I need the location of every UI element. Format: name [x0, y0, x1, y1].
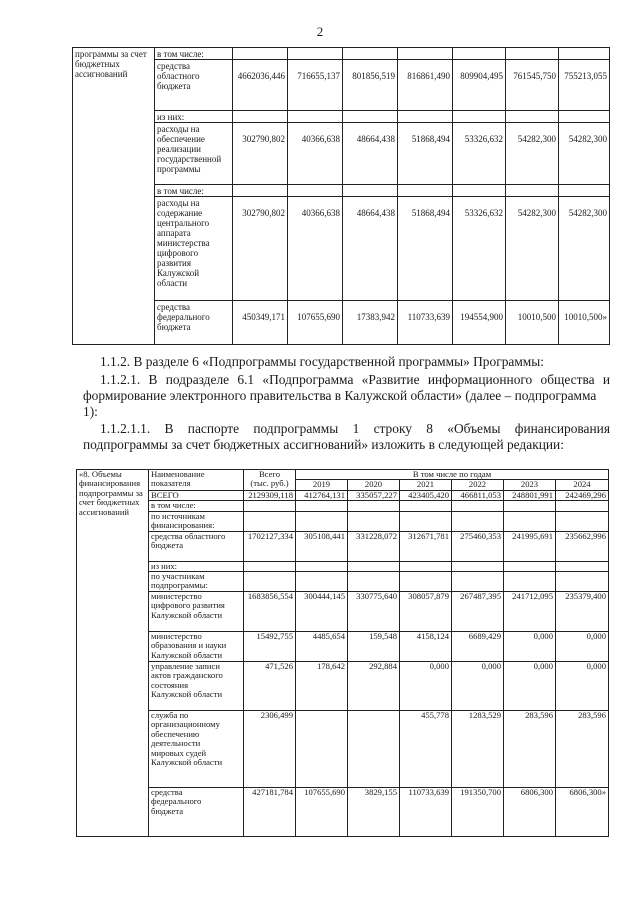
t1-value-cell: 194554,900 [453, 301, 506, 345]
t2-value-cell: 2129309,118 [244, 490, 296, 500]
t2-value-cell [244, 511, 296, 531]
t1-value-cell: 53326,632 [453, 197, 506, 301]
t2-row-label-text: министерство [151, 631, 202, 642]
t2-value-cell [556, 511, 609, 531]
t1-section-label [73, 48, 155, 345]
t2-value-cell: 235379,400 [556, 592, 609, 632]
t2-section-label-text: финансирования [79, 478, 141, 489]
t1-row-label-text: федерального [157, 312, 210, 322]
t2-row-label [149, 572, 244, 592]
t2-value-cell [556, 561, 609, 571]
t2-value-cell [244, 572, 296, 592]
t2-row-label-text: управление записи [151, 661, 220, 672]
t1-row-label [155, 185, 233, 197]
t2-row-label-text: по участникам [151, 571, 205, 582]
t1-value-cell [233, 111, 288, 123]
t1-value-cell [506, 185, 559, 197]
t1-value-cell: 302790,802 [233, 197, 288, 301]
t1-row-label-text: в том числе: [157, 49, 204, 59]
t2-value-cell [452, 501, 504, 511]
t2-value-cell: 248801,991 [504, 490, 556, 500]
t2-year-header: 2022 [452, 480, 504, 490]
t1-row-label-text: государственной [157, 154, 222, 164]
t2-row-label-text: бюджета [151, 805, 184, 816]
t2-row-label-text: бюджета [151, 540, 184, 551]
table-row [77, 711, 609, 788]
t2-header-total [244, 470, 296, 491]
t2-value-cell: 466811,053 [452, 490, 504, 500]
t2-value-cell: 300444,145 [296, 592, 348, 632]
t2-value-cell [400, 572, 452, 592]
t2-row-label-text: цифрового развития [151, 600, 225, 611]
t2-value-cell [504, 572, 556, 592]
t1-row-label-text: аппарата [157, 228, 191, 238]
t2-value-cell: 330775,640 [348, 592, 400, 632]
t2-row-label-text: Калужской области [151, 689, 223, 700]
t2-row-label [149, 711, 244, 788]
page-number: 2 [316, 24, 324, 39]
t1-value-cell [343, 185, 398, 197]
t2-value-cell: 1683856,554 [244, 592, 296, 632]
t2-row-label-text: из них: [151, 561, 178, 571]
t1-value-cell: 51868,494 [398, 197, 453, 301]
t1-row-label-text: средства [157, 61, 191, 71]
t1-section-label-text: ассигнований [75, 69, 128, 79]
t1-value-cell [559, 48, 610, 60]
t1-value-cell: 51868,494 [398, 123, 453, 185]
t2-row-label [149, 511, 244, 531]
t2-row-label-text: средства областного [151, 531, 226, 541]
t2-value-cell: 283,596 [556, 711, 609, 788]
table-row [77, 592, 609, 632]
t2-year-header: 2021 [400, 480, 452, 490]
t1-value-cell: 17383,942 [343, 301, 398, 345]
t2-section-label-text: ассигнований [79, 506, 130, 517]
t1-row-label-text: бюджета [157, 81, 191, 91]
t2-value-cell [504, 511, 556, 531]
t2-section-label-text: подпрограммы за [79, 487, 143, 498]
t1-value-cell: 54282,300 [506, 123, 559, 185]
t2-value-cell [348, 561, 400, 571]
t2-row-label-text: Калужской области [151, 609, 223, 620]
t2-row-label-text: деятельности [151, 738, 201, 749]
t2-value-cell: 110733,639 [400, 788, 452, 837]
t2-value-cell: 335057,227 [348, 490, 400, 500]
t1-value-cell [288, 48, 343, 60]
t2-value-cell: 1283,529 [452, 711, 504, 788]
t1-value-cell [453, 185, 506, 197]
t2-row-label-text: подпрограммы: [151, 580, 208, 591]
paragraph-1-1-2-1-cont: формирование электронного правительства в Калужской области» (далее – подпрограмма 1): [83, 388, 597, 419]
t2-row-label-text: организационному [151, 719, 220, 730]
table-row [77, 632, 609, 662]
t2-value-cell: 241995,691 [504, 531, 556, 561]
table-row [77, 531, 609, 561]
t2-value-cell [400, 501, 452, 511]
t1-row-label [155, 123, 233, 185]
t1-section-label-text: бюджетных [75, 59, 120, 69]
t1-value-cell [453, 111, 506, 123]
t2-value-cell: 4158,124 [400, 632, 452, 662]
table-row [77, 511, 609, 531]
t1-value-cell: 48664,438 [343, 123, 398, 185]
t1-row-label [155, 301, 233, 345]
t2-row-label [149, 632, 244, 662]
t2-value-cell: 423405,420 [400, 490, 452, 500]
t2-row-label [149, 531, 244, 561]
t1-row-label-text: расходы на [157, 198, 200, 208]
t2-row-label-text: мировых судей [151, 747, 207, 758]
t1-value-cell: 4662036,446 [233, 60, 288, 111]
t1-value-cell: 40366,638 [288, 197, 343, 301]
t2-row-label [149, 561, 244, 571]
table-row [77, 561, 609, 571]
t1-value-cell [398, 111, 453, 123]
t1-row-label-text: содержание [157, 208, 203, 218]
t2-row-label-text: ВСЕГО [151, 490, 179, 500]
t1-row-label-text: областного [157, 71, 200, 81]
t2-value-cell: 308057,879 [400, 592, 452, 632]
t2-row-label [149, 592, 244, 632]
t1-value-cell: 40366,638 [288, 123, 343, 185]
t1-value-cell: 48664,438 [343, 197, 398, 301]
t2-value-cell: 275460,353 [452, 531, 504, 561]
t2-value-cell: 427181,784 [244, 788, 296, 837]
t2-row-label-text: министерство [151, 591, 202, 602]
t1-value-cell [506, 111, 559, 123]
t1-section-label-text: программы за счет [75, 49, 147, 59]
t1-value-cell [559, 111, 610, 123]
t2-value-cell [556, 572, 609, 592]
t2-value-cell [348, 711, 400, 788]
t1-value-cell: 110733,639 [398, 301, 453, 345]
t1-row-label-text: расходы на [157, 124, 200, 134]
t1-row-label-text: в том числе: [157, 186, 204, 196]
t1-row-label-text: цифрового [157, 248, 199, 258]
t1-value-cell: 816861,490 [398, 60, 453, 111]
t2-value-cell: 241712,095 [504, 592, 556, 632]
t1-row-label [155, 60, 233, 111]
t2-row-label-text: в том числе: [151, 500, 196, 511]
t2-value-cell: 305108,441 [296, 531, 348, 561]
t2-value-cell: 267487,395 [452, 592, 504, 632]
t2-value-cell [504, 501, 556, 511]
t1-value-cell: 54282,300 [559, 197, 610, 301]
t1-value-cell: 10010,500 [506, 301, 559, 345]
t2-value-cell [348, 501, 400, 511]
t1-value-cell [506, 48, 559, 60]
table-row [77, 662, 609, 711]
table-new-financing [76, 469, 609, 837]
t2-value-cell: 6689,429 [452, 632, 504, 662]
t1-value-cell [288, 185, 343, 197]
t2-section-label-text: счет бюджетных [79, 497, 140, 508]
t2-value-cell [296, 572, 348, 592]
t2-header-by-years: В том числе по годам [296, 470, 609, 480]
t2-value-cell [348, 572, 400, 592]
t1-value-cell [288, 111, 343, 123]
t2-value-cell: 15492,755 [244, 632, 296, 662]
t2-value-cell: 0,000 [504, 632, 556, 662]
t2-value-cell [452, 511, 504, 531]
t2-row-label [149, 490, 244, 500]
t1-row-label-text: министерства [157, 238, 210, 248]
t2-value-cell [348, 511, 400, 531]
t1-value-cell: 761545,750 [506, 60, 559, 111]
t2-row-label-text: состояния [151, 679, 189, 690]
t2-row-label-text: актов гражданского [151, 670, 223, 681]
t1-value-cell [453, 48, 506, 60]
paragraph-1-1-2-1-1-cont: подпрограммы за счет бюджетных ассигнований» изложить в следующей редакции: [83, 437, 564, 452]
table-row [77, 490, 609, 500]
t2-value-cell: 6806,300» [556, 788, 609, 837]
t1-value-cell: 450349,171 [233, 301, 288, 345]
t2-value-cell: 471,526 [244, 662, 296, 711]
table-continued-financing [72, 47, 610, 345]
t1-value-cell [398, 185, 453, 197]
t2-row-label [149, 662, 244, 711]
t2-value-cell [296, 711, 348, 788]
t2-value-cell: 4485,654 [296, 632, 348, 662]
t2-value-cell: 159,548 [348, 632, 400, 662]
t2-value-cell [452, 561, 504, 571]
t1-value-cell: 755213,055 [559, 60, 610, 111]
t1-row-label [155, 197, 233, 301]
t2-hname-text: показателя [151, 478, 191, 489]
t1-row-label-text: программы [157, 164, 201, 174]
t2-year-header: 2020 [348, 480, 400, 490]
t1-value-cell: 10010,500» [559, 301, 610, 345]
t1-value-cell: 809904,495 [453, 60, 506, 111]
t1-row-label [155, 111, 233, 123]
table-row [77, 572, 609, 592]
table-row [73, 48, 610, 60]
t1-row-label-text: из них: [157, 112, 185, 122]
t2-value-cell: 312671,781 [400, 531, 452, 561]
t2-header-name [149, 470, 244, 491]
t2-row-label [149, 788, 244, 837]
t2-row-label-text: служба по [151, 710, 189, 721]
t2-value-cell: 331228,072 [348, 531, 400, 561]
t2-value-cell [244, 561, 296, 571]
t2-value-cell [244, 501, 296, 511]
t2-value-cell: 0,000 [400, 662, 452, 711]
t1-value-cell: 801856,519 [343, 60, 398, 111]
t1-row-label-text: реализации [157, 144, 201, 154]
t2-value-cell [504, 561, 556, 571]
t2-row-label-text: федерального [151, 796, 202, 807]
t2-row-label-text: средства [151, 787, 183, 798]
t1-value-cell: 54282,300 [559, 123, 610, 185]
t1-row-label-text: бюджета [157, 322, 191, 332]
t2-year-header: 2024 [556, 480, 609, 490]
t1-value-cell: 54282,300 [506, 197, 559, 301]
t2-value-cell: 3829,155 [348, 788, 400, 837]
t2-value-cell: 2306,499 [244, 711, 296, 788]
paragraph-1-1-2: 1.1.2. В разделе 6 «Подпрограммы государственной программы» Программы: [100, 354, 544, 369]
t2-row-label-text: Калужской области [151, 757, 223, 768]
t1-row-label-text: Калужской [157, 268, 200, 278]
t1-value-cell [233, 48, 288, 60]
paragraph-1-1-2-1: 1.1.2.1. В подразделе 6.1 «Подпрограмма «Развитие информационного общества и [100, 372, 610, 387]
t2-value-cell: 0,000 [504, 662, 556, 711]
t1-row-label [155, 48, 233, 60]
t2-value-cell: 0,000 [556, 662, 609, 711]
t2-htotal-text: Всего [258, 469, 281, 479]
t2-value-cell [556, 501, 609, 511]
t1-value-cell [398, 48, 453, 60]
t2-hname-text: Наименование [151, 469, 205, 479]
t2-value-cell [400, 511, 452, 531]
t1-value-cell: 302790,802 [233, 123, 288, 185]
t1-row-label-text: центрального [157, 218, 210, 228]
t2-value-cell: 0,000 [452, 662, 504, 711]
t2-section-label-text: «8. Объемы [79, 469, 122, 479]
t2-year-header: 2019 [296, 480, 348, 490]
t2-row-label [149, 501, 244, 511]
t2-value-cell [400, 561, 452, 571]
t2-value-cell: 283,596 [504, 711, 556, 788]
paragraph-1-1-2-1-1: 1.1.2.1.1. В паспорте подпрограммы 1 строку 8 «Объемы финансирования [100, 421, 610, 436]
t2-value-cell [296, 561, 348, 571]
t1-value-cell [343, 111, 398, 123]
t1-value-cell: 107655,690 [288, 301, 343, 345]
t2-year-header: 2023 [504, 480, 556, 490]
t2-row-label-text: образования и науки [151, 640, 227, 651]
t1-row-label-text: обеспечение [157, 134, 205, 144]
t1-value-cell: 716655,137 [288, 60, 343, 111]
table-row [77, 788, 609, 837]
t1-value-cell [343, 48, 398, 60]
t2-value-cell: 178,642 [296, 662, 348, 711]
t2-row-label-text: по источникам [151, 511, 205, 521]
t2-value-cell: 242469,296 [556, 490, 609, 500]
t2-value-cell: 107655,690 [296, 788, 348, 837]
t2-htotal-text: (тыс. руб.) [250, 478, 289, 489]
t1-value-cell: 53326,632 [453, 123, 506, 185]
t2-row-label-text: обеспечению [151, 728, 200, 739]
t1-row-label-text: развития [157, 258, 192, 268]
t2-value-cell: 1702127,334 [244, 531, 296, 561]
t1-value-cell [559, 185, 610, 197]
t1-row-label-text: средства [157, 302, 191, 312]
t2-row-label-text: Калужской области [151, 649, 223, 660]
t2-value-cell: 191350,700 [452, 788, 504, 837]
t2-value-cell: 412764,131 [296, 490, 348, 500]
t2-section-label [77, 470, 149, 837]
t2-value-cell: 0,000 [556, 632, 609, 662]
t1-value-cell [233, 185, 288, 197]
t2-value-cell: 455,778 [400, 711, 452, 788]
t2-value-cell: 235662,996 [556, 531, 609, 561]
t1-row-label-text: области [157, 278, 188, 288]
t2-row-label-text: финансирования: [151, 520, 215, 531]
t2-value-cell [296, 511, 348, 531]
table-row [77, 501, 609, 511]
t2-value-cell [452, 572, 504, 592]
t2-value-cell [296, 501, 348, 511]
t2-value-cell: 292,884 [348, 662, 400, 711]
t2-value-cell: 6806,300 [504, 788, 556, 837]
